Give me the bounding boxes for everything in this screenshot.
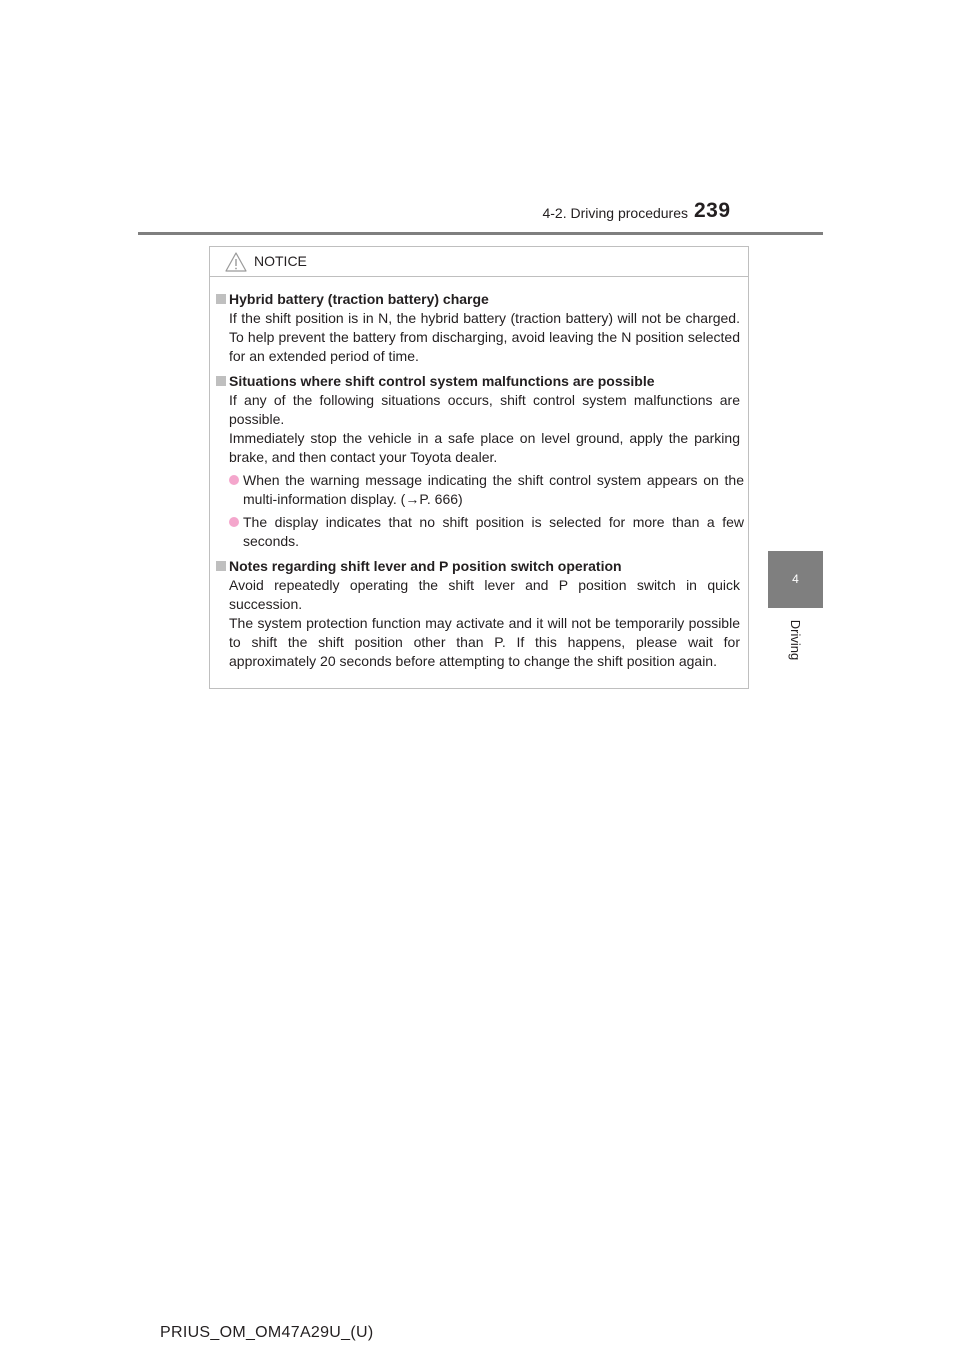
list-item: When the warning message indicating the shift control system appears on the multi-information display. (→P. 666) [229, 471, 744, 509]
running-header-section: 4-2. Driving procedures [542, 205, 688, 221]
notice-header [210, 247, 748, 277]
notice-section [210, 556, 750, 671]
notice-box [209, 246, 749, 689]
footer-document-id: PRIUS_OM_OM47A29U_(U) [160, 1324, 374, 1341]
notice-section [210, 371, 750, 551]
notice-section [210, 289, 750, 366]
section-paragraph: Immediately stop the vehicle in a safe place on level ground, apply the parking brake, and then contact your Toyota dealer. [229, 430, 740, 465]
square-bullet-icon [216, 561, 226, 571]
section-paragraph: If the shift position is in N, the hybrid battery (traction battery) will not be charged. To help prevent the battery from discharging, avoid leaving the N position selected for an extended period of time. [229, 310, 740, 364]
notice-title: NOTICE [254, 253, 307, 269]
warning-triangle-icon [225, 252, 247, 272]
round-bullet-icon [229, 475, 239, 485]
square-bullet-icon [216, 376, 226, 386]
round-bullet-icon [229, 517, 239, 527]
chapter-tab-label: Driving [788, 619, 803, 661]
square-bullet-icon [216, 294, 226, 304]
section-paragraph: If any of the following situations occurs, shift control system malfunctions are possible. [229, 392, 740, 427]
section-heading: Hybrid battery (traction battery) charge [210, 289, 750, 309]
section-heading: Situations where shift control system malfunctions are possible [210, 371, 750, 391]
list-item: The display indicates that no shift position is selected for more than a few seconds. [229, 513, 744, 551]
notice-body [210, 289, 750, 676]
section-heading: Notes regarding shift lever and P position switch operation [210, 556, 750, 576]
page-number: 239 [694, 199, 731, 222]
header-divider [138, 232, 823, 235]
section-paragraph: Avoid repeatedly operating the shift lever and P position switch in quick succession. [229, 577, 740, 612]
chapter-tab: 4 [768, 551, 823, 608]
section-paragraph: The system protection function may activate and it will not be temporarily possible to shift the shift position other than P. If this happens, please wait for approximately 20 seconds before attempting to change the shift position again. [229, 615, 740, 669]
